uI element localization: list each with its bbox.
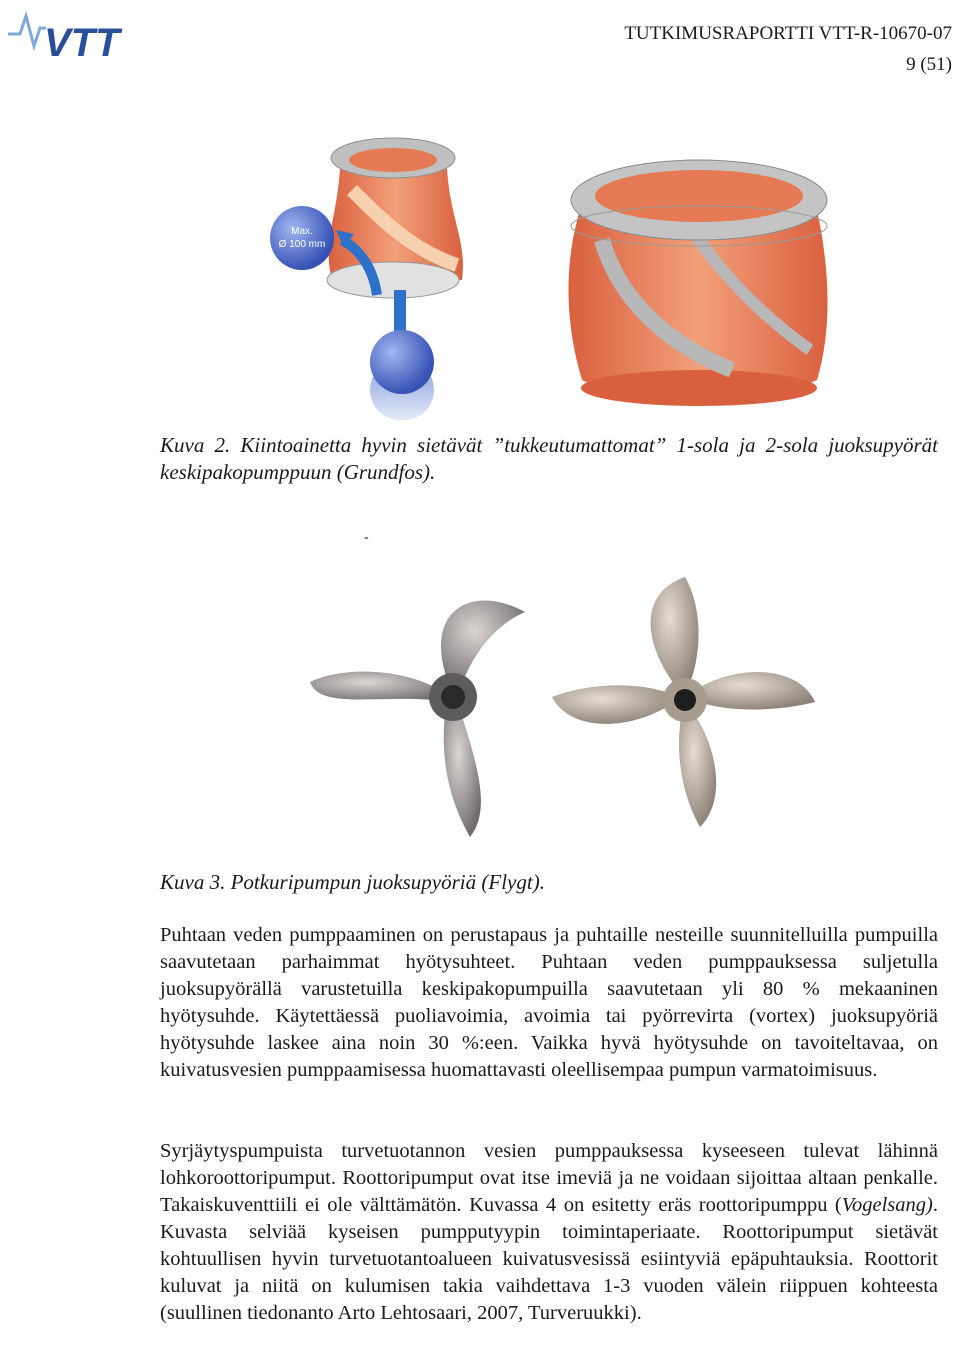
figure-2-caption: Kuva 2. Kiintoainetta hyvin sietävät ”tukkeutumattomat” 1-sola ja 2-sola juoksupyörät keskipakopumppuun (Grundfos). (160, 433, 938, 484)
paragraph-2-emphasis: Vogelsang) (841, 1194, 933, 1216)
figure-2-impellers (262, 130, 842, 430)
figure-3-propellers (300, 572, 830, 842)
page-header (624, 18, 952, 80)
four-blade-propeller (552, 577, 815, 827)
paragraph-2-part1: Syrjäytyspumpuista turvetuotannon vesien pumppauksessa kyseeseen tulevat lähinnä lohkoroottoripumput. Roottoripumput ovat itse imeviä ja ne voidaan sijoittaa altaan penkalle. Takaiskuventtiili ei ole välttämätön. Kuvassa 4 on esitetty eräs roottoripumppu ( (160, 1140, 938, 1216)
stray-mark: - (364, 530, 369, 545)
vtt-logo (6, 6, 162, 64)
paragraph-2-part2: . Kuvasta selviää kyseisen pumpputyypin toimintaperiaate. Roottoripumput sietävät kohtuullisen hyvin turvetuotantoalueen kuivatusvesissä esiintyviä epäpuhtauksia. Roottorit kuluvat ja niitä on kulumisen takia vaihdettava 1-3 vuoden välein riippuen kohteesta (suullinen tiedonanto Arto Lehtosaari, 2007, Turveruukki). (160, 1194, 938, 1324)
ball-trail (370, 330, 434, 420)
paragraph-2 (160, 1138, 938, 1327)
ball-label-max: Max. (291, 226, 313, 237)
logo-text: VTT (44, 21, 120, 64)
page-number: 9 (51) (906, 54, 952, 75)
two-channel-impeller (568, 160, 827, 406)
report-id: TUTKIMUSRAPORTTI VTT-R-10670-07 (624, 23, 952, 44)
single-channel-impeller (327, 138, 463, 340)
max-ball (270, 206, 334, 270)
ball-label-diameter: Ø 100 mm (278, 239, 326, 250)
paragraph-1: Puhtaan veden pumppaaminen on perustapaus ja puhtaille nesteille suunnitelluilla pumpuilla saavutetaan parhaimmat hyötysuhteet. Puhtaan veden pumppauksessa suljetulla juoksupyörällä varustetuilla keskipakopumpuilla saavutetaan yli 80 % mekaaninen hyötysuhde. Käytettäessä puoliavoimia, avoimia tai pyörrevirta (vortex) juoksupyöriä hyötysuhde laskee aina noin 30 %:een. Vaikka hyvä hyötysuhde on tavoiteltavaa, on kuivatusvesien pumppaamisessa huomattavasti oleellisempaa pumpun varmatoimisuus. (160, 924, 938, 1081)
logo-wave (8, 16, 46, 46)
three-blade-propeller (310, 601, 525, 837)
figure-3-caption: Kuva 3. Potkuripumpun juoksupyöriä (Flygt). (160, 870, 545, 894)
